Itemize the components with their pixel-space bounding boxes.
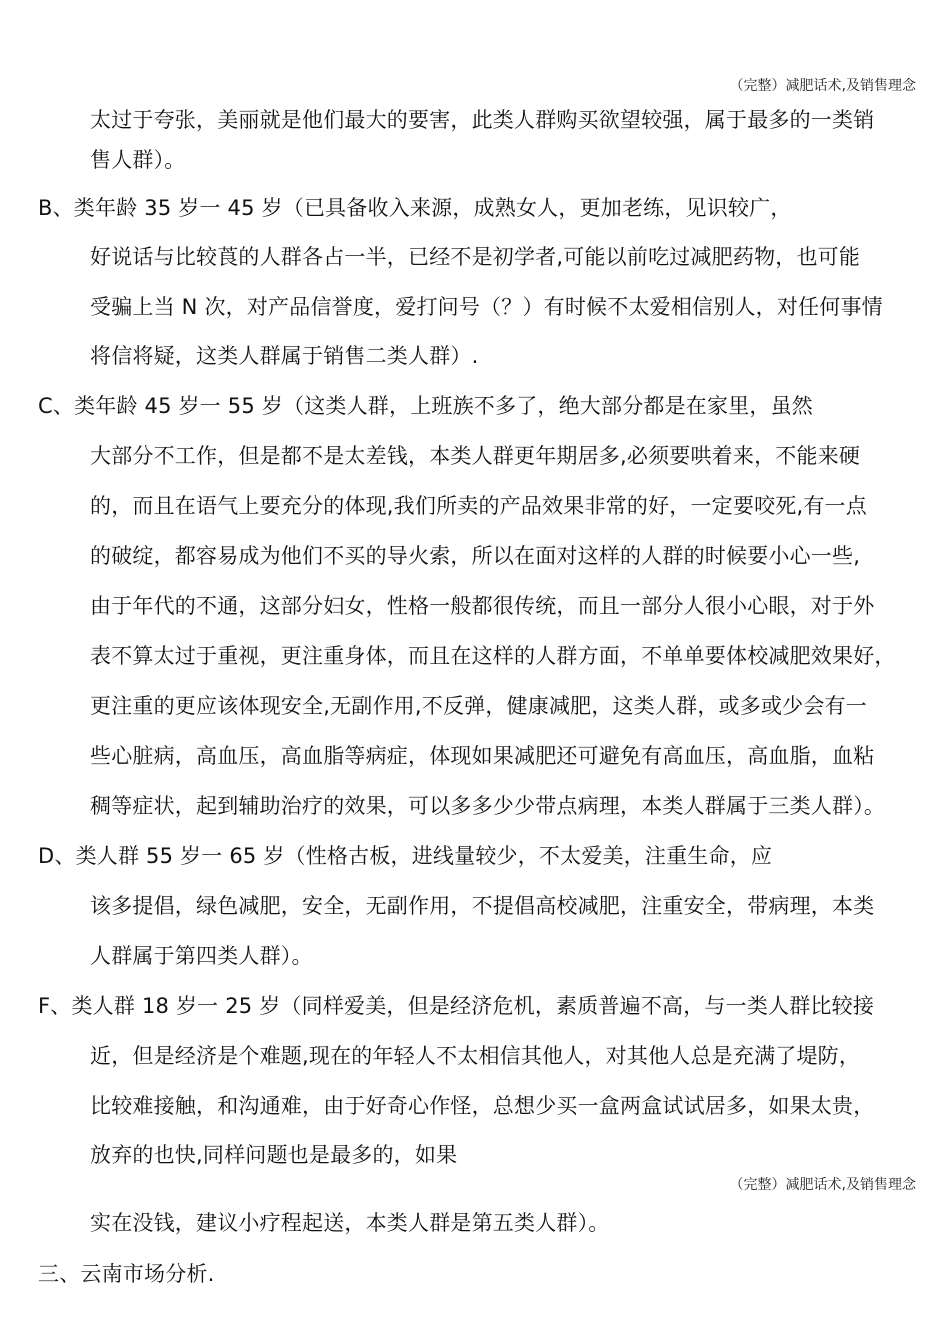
body-line: 的破绽，都容易成为他们不买的导火索，所以在面对这样的人群的时候要小心一些, [90, 544, 861, 568]
body-line: 更注重的更应该体现安全,无副作用,不反弹，健康减肥，这类人群，或多或少会有一 [90, 694, 867, 718]
body-line: 将信将疑，这类人群属于销售二类人群）. [90, 344, 479, 368]
section-f-heading: F、类人群 18 岁一 25 岁（同样爱美，但是经济危机，素质普遍不高，与一类人群比较接 [38, 994, 875, 1018]
body-line: 该多提倡，绿色减肥，安全，无副作用，不提倡高校减肥，注重安全，带病理，本类 [90, 894, 875, 918]
body-line: 比较难接触，和沟通难，由于好奇心作怪，总想少买一盒两盒试试居多，如果太贵， [90, 1094, 875, 1118]
body-line: 稠等症状，起到辅助治疗的效果，可以多多少少带点病理，本类人群属于三类人群）。 [90, 794, 886, 818]
body-line: 表不算太过于重视，更注重身体，而且在这样的人群方面，不单单要体校减肥效果好， [90, 644, 896, 668]
body-line: 些心脏病，高血压，高血脂等病症，体现如果减肥还可避免有高血压，高血脂，血粘 [90, 744, 875, 768]
section-b-heading: B、类年龄 35 岁一 45 岁（已具备收入来源，成熟女人，更加老练，见识较广， [38, 196, 792, 220]
page-header: （完整）减肥话术,及销售理念 [729, 78, 916, 94]
body-line: 人群属于第四类人群）。 [90, 944, 313, 968]
body-line: 受骗上当 N 次，对产品信誉度，爱打问号（？）有时候不太爱相信别人，对任何事情 [90, 295, 883, 319]
body-line: 实在没钱，建议小疗程起送，本类人群是第五类人群）。 [90, 1211, 610, 1235]
body-line: 的，而且在语气上要充分的体现,我们所卖的产品效果非常的好，一定要咬死,有一点 [90, 494, 867, 518]
section-three-heading: 三、云南市场分析. [38, 1262, 215, 1286]
page-header: （完整）减肥话术,及销售理念 [729, 1177, 916, 1193]
body-line: 太过于夸张，美丽就是他们最大的要害，此类人群购买欲望较强，属于最多的一类销 [90, 108, 875, 132]
body-line: 近，但是经济是个难题,现在的年轻人不太相信其他人，对其他人总是充满了堤防， [90, 1044, 861, 1068]
body-line: 大部分不工作，但是都不是太差钱，本类人群更年期居多,必须要哄着来，不能来硬 [90, 444, 861, 468]
section-d-heading: D、类人群 55 岁一 65 岁（性格古板，进线量较少，不太爱美，注重生命，应 [38, 844, 773, 868]
body-line: 售人群）。 [90, 148, 186, 172]
body-line: 由于年代的不通，这部分妇女，性格一般都很传统，而且一部分人很小心眼，对于外 [90, 594, 875, 618]
section-c-heading: C、类年龄 45 岁一 55 岁（这类人群，上班族不多了，绝大部分都是在家里，虽然 [38, 394, 814, 418]
body-line: 放弃的也快,同样问题也是最多的，如果 [90, 1143, 458, 1167]
body-line: 好说话与比较莨的人群各占一半，已经不是初学者,可能以前吃过减肥药物，也可能 [90, 245, 861, 269]
